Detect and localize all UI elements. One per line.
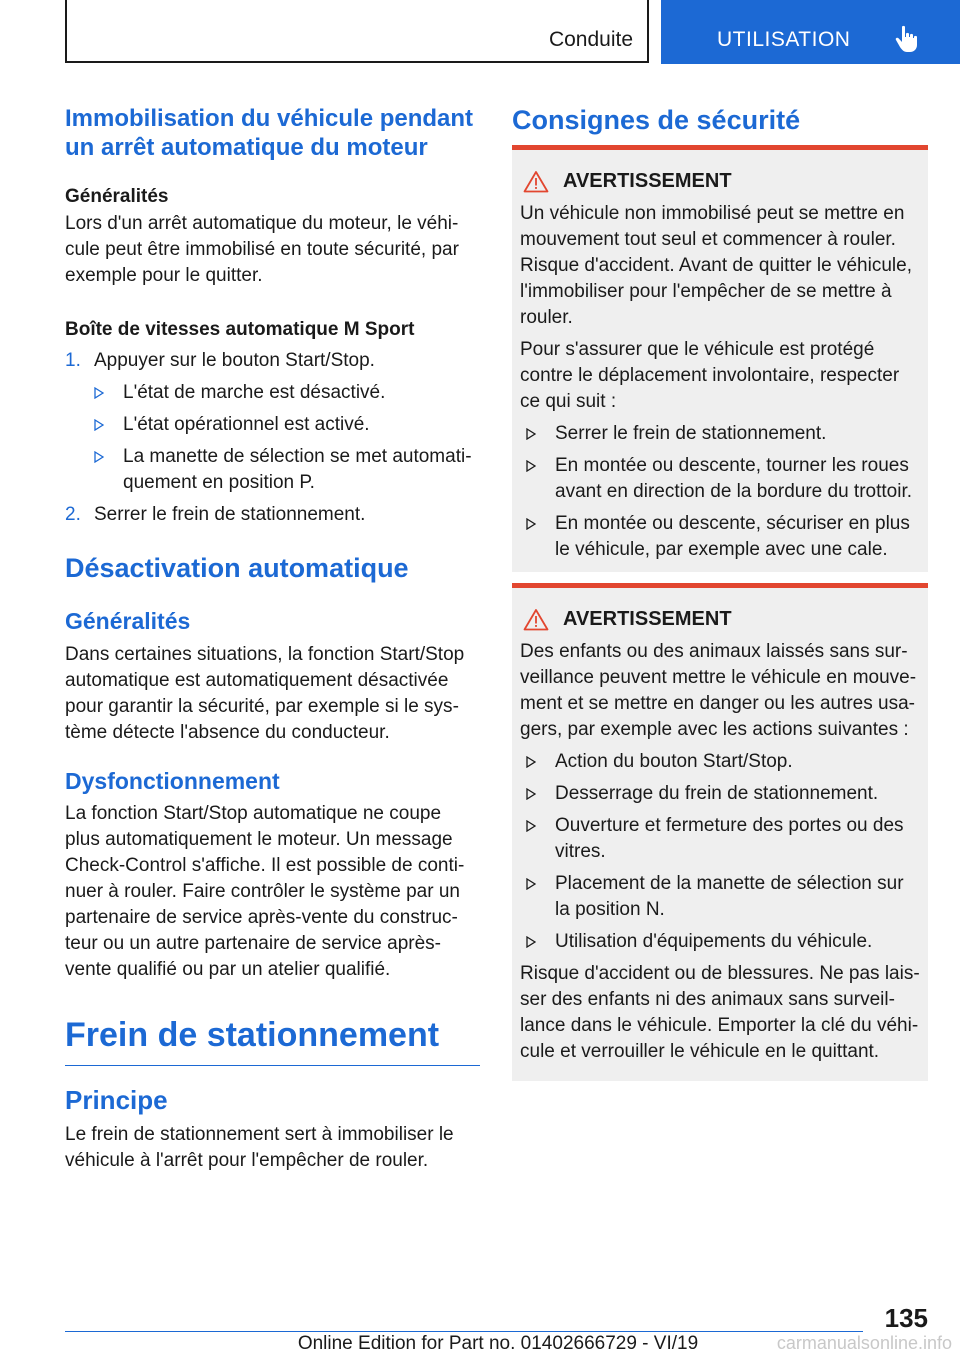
list-item [94, 380, 480, 406]
bullet-text: En montée ou descente, sécuriser en plus le véhicule, par exemple avec une cale. [555, 513, 910, 560]
header-chapter-title: UTILISATION [717, 28, 851, 51]
heading-safety: Consignes de sécurité [512, 105, 801, 135]
heading-parking-brake: Frein de stationnement [65, 1015, 480, 1066]
warning-2-intro: Des enfants ou des animaux laissés sans surveillance peuvent mettre le véhicule en mouvement et se mettre en danger ou les autres usagers, par exemple avec les actions suivantes : [520, 641, 917, 740]
bullet-text: La manette de sélection se met automatiquement en position P. [123, 446, 472, 493]
warning-1-intro: Un véhicule non immobilisé peut se mettre en mouvement tout seul et commencer à rouler. Risque d'accident. Avant de quitter le véhicule, l'immobiliser pour l'empêcher de se mettre à rouler. [520, 203, 912, 328]
text-principle: Le frein de stationnement sert à immobiliser le véhicule à l'arrêt pour l'empêcher de rouler. [65, 1124, 454, 1171]
bullet-text: Serrer le frein de stationnement. [555, 423, 827, 444]
triangle-bullet-icon [526, 820, 536, 832]
warning-header [523, 168, 920, 194]
subheading-malfunction: Dysfonctionnement [65, 768, 280, 794]
list-item [526, 511, 920, 563]
text-generalites-2: Dans certaines situations, la fonction Start/Stop automatique est automatiquement désactivée pour garantir la sécurité, par exemple si le système détecte l'absence du conducteur. [65, 644, 465, 743]
footer-divider [65, 1331, 863, 1332]
warning-2-bullets [520, 749, 920, 955]
warning-1-bullets [520, 421, 920, 563]
bullet-text: Placement de la manette de sélection sur la position N. [555, 873, 904, 920]
step-bullets [94, 380, 480, 496]
warning-2-outro: Risque d'accident ou de blessures. Ne pas laisser des enfants ni des animaux sans surveillance dans le véhicule. Emporter la clé du véhicule et verrouiller le véhicule en le quittant. [520, 963, 920, 1062]
subheading-generalites-2: Généralités [65, 608, 191, 634]
list-item [94, 412, 480, 438]
header-section-title: Conduite [548, 28, 633, 51]
subheading-principle: Principe [65, 1085, 168, 1115]
triangle-bullet-icon [94, 419, 104, 431]
bullet-text: En montée ou descente, tourner les roues avant en direction de la bordure du trottoir. [555, 455, 913, 502]
list-item [94, 444, 480, 496]
triangle-bullet-icon [526, 936, 536, 948]
list-item [526, 781, 920, 807]
bullet-text: Desserrage du frein de stationnement. [555, 783, 879, 804]
warning-label: AVERTISSEMENT [563, 608, 732, 630]
list-item [526, 929, 920, 955]
warning-triangle-icon [523, 608, 549, 631]
warning-triangle-icon [523, 170, 549, 193]
triangle-bullet-icon [526, 460, 536, 472]
warning-header [523, 606, 920, 632]
triangle-bullet-icon [526, 878, 536, 890]
header-section-box [65, 0, 649, 63]
heading-deactivation: Désactivation automatique [65, 553, 409, 583]
subheading-generalites-1: Généralités [65, 186, 169, 207]
subheading-gearbox: Boîte de vitesses automatique M Sport [65, 319, 415, 340]
page-number: 135 [884, 1303, 928, 1333]
triangle-bullet-icon [94, 387, 104, 399]
header-chapter-tab [661, 0, 960, 64]
warning-1-lead: Pour s'assurer que le véhicule est protégé contre le déplacement involontaire, respecter ce qui suit : [520, 339, 900, 412]
bullet-text: L'état de marche est désactivé. [123, 382, 386, 403]
step-item [65, 348, 480, 496]
triangle-bullet-icon [526, 788, 536, 800]
bullet-text: Ouverture et fermeture des portes ou des vitres. [555, 815, 904, 862]
triangle-bullet-icon [526, 756, 536, 768]
bullet-text: Action du bouton Start/Stop. [555, 751, 793, 772]
step-text: Serrer le frein de stationnement. [94, 504, 366, 525]
pointing-hand-icon [895, 25, 921, 53]
list-item [526, 813, 920, 865]
warning-box-1 [512, 145, 928, 572]
bullet-text: L'état opérationnel est activé. [123, 414, 370, 435]
watermark: carmanualsonline.info [776, 1333, 952, 1353]
list-item [526, 749, 920, 775]
list-item [526, 421, 920, 447]
text-malfunction: La fonction Start/Stop automatique ne coupe plus automatiquement le moteur. Un message Check-Control s'affiche. Il est possible de continuer à rouler. Faire contrôler le système par un partenaire de service après-vente du constructeur ou un autre partenaire de service après-vente qualifié ou par un atelier qualifié. [65, 803, 465, 980]
step-number: 1. [65, 350, 81, 371]
bullet-text: Utilisation d'équipements du véhicule. [555, 931, 873, 952]
footer-edition: Online Edition for Part no. 01402666729 - VI/19 [297, 1333, 699, 1354]
list-item [526, 453, 920, 505]
warning-label: AVERTISSEMENT [563, 170, 732, 192]
step-number: 2. [65, 504, 81, 525]
triangle-bullet-icon [526, 518, 536, 530]
warning-box-2 [512, 583, 928, 1081]
step-item [65, 502, 480, 528]
step-text: Appuyer sur le bouton Start/Stop. [94, 350, 375, 371]
triangle-bullet-icon [94, 451, 104, 463]
list-item [526, 871, 920, 923]
heading-immobilisation: Immobilisation du véhicule pendant un arrêt automatique du moteur [65, 105, 474, 161]
steps-list [65, 348, 480, 528]
text-generalites-1: Lors d'un arrêt automatique du moteur, le véhicule peut être immobilisé en toute sécurité, par exemple pour le quitter. [65, 213, 459, 286]
triangle-bullet-icon [526, 428, 536, 440]
